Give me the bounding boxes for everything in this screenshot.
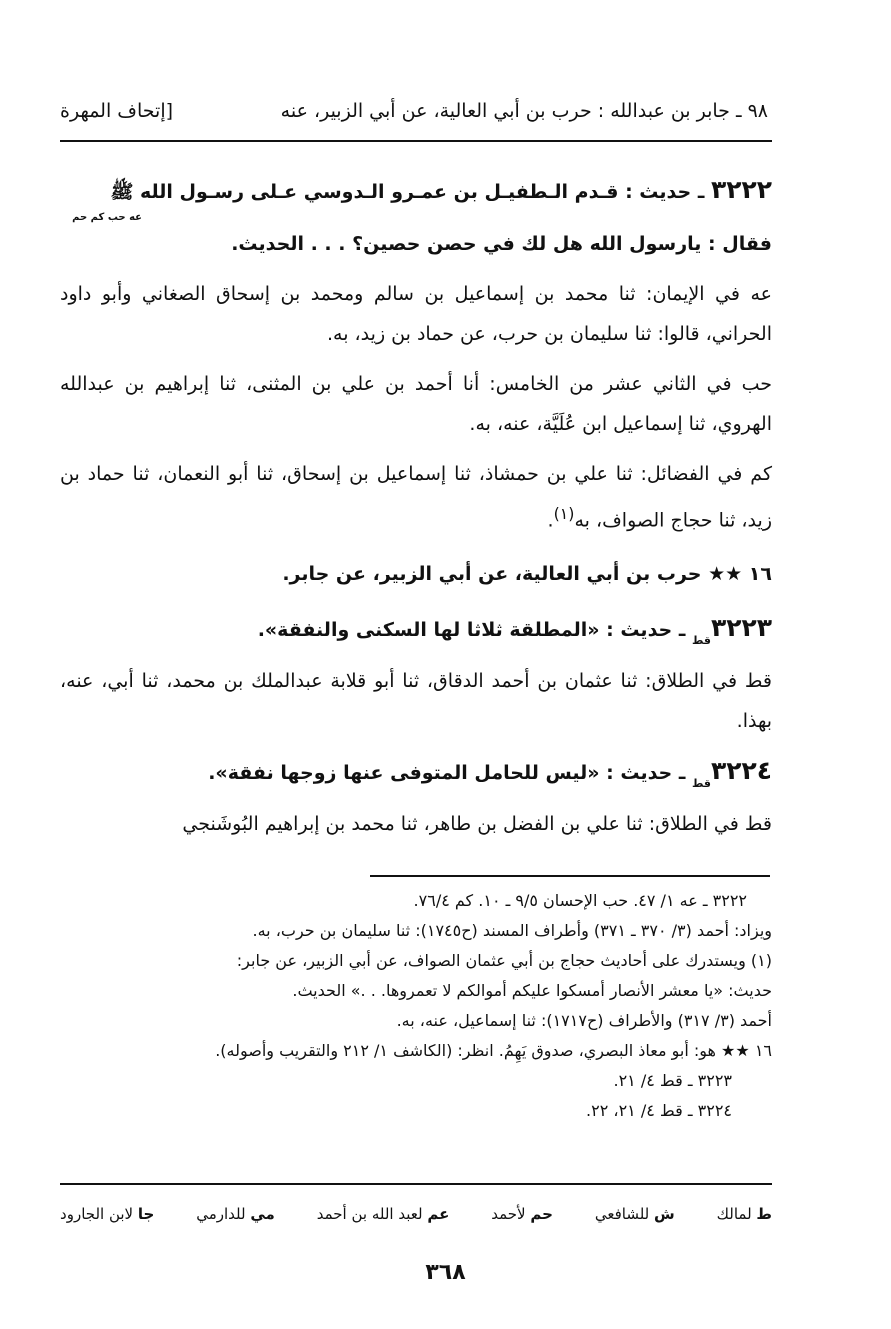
footnote-rule [370,875,770,877]
footnote-line: ١٦ ★★ هو: أبو معاذ البصري، صدوق يَهِمُ. انظر: (الكاشف ١/ ٢١٢ والتقريب وأصوله). [215,1041,772,1060]
source-fadail [60,454,772,540]
chain-text: حرب بن أبي العالية، عن أبي الزبير، عن جابر. [282,563,709,586]
footnote-line: ٣٢٢٣ ـ قط ٤/ ٢١. [613,1071,732,1090]
page-number: ٣٦٨ [425,1260,466,1285]
abbreviations-rule [60,1183,772,1185]
abbreviation: جا لابن الجارود [60,1205,155,1223]
footnote-line: (١) ويستدرك على أحاديث حجاج بن أبي عثمان الصواف، عن أبي الزبير، عن جابر: [236,951,772,970]
source-sigla: عه حب كم حم [72,212,142,223]
hadith-text: ـ حديث : قـدم الـطفيـل بن عمـرو الـدوسي عـلى رسـول الله ﷺ [110,181,711,203]
abbreviation: ش للشافعي [594,1205,675,1223]
source-talaq-2: قط في الطلاق: ثنا علي بن الفضل بن طاهر، ثنا محمد بن إبراهيم البُوشَنجي [182,813,772,836]
end-mark: . [547,509,554,532]
hadith-3223-heading [60,608,772,661]
chain-number: ١٦ ★★ [708,563,772,586]
abbreviation: ط لمالك [716,1205,772,1223]
source-ibn-hibban: حب في الثاني عشر من الخامس: أنا أحمد بن علي بن المثنى، ثنا إبراهيم بن عبدالله الهروي، ثنا إسماعيل ابن عُلَيَّة، عنه، به. [60,373,772,435]
hadith-3224-heading [60,751,772,804]
footnote-line: ويزاد: أحمد (٣/ ٣٧٠ ـ ٣٧١) وأطراف المسند (ح١٧٤٥): ثنا سليمان بن حرب، به. [252,921,772,940]
abbreviations-key [60,1199,772,1229]
source-talaq: قط في الطلاق: ثنا عثمان بن أحمد الدقاق، ثنا أبو قلابة عبدالملك بن محمد، ثنا أبي، عنه، بهذا. [60,670,772,733]
source-sigla: قط [691,777,711,791]
book-title: [إتحاف المهرة [60,100,174,122]
hadith-3222-heading [60,170,772,212]
abbreviation: مي للدارمي [196,1205,275,1223]
running-header [60,94,768,128]
footnotes [60,886,772,1126]
running-title: ٩٨ ـ جابر بن عبدالله : حرب بن أبي العالية، عن أبي الزبير، عنه [280,100,768,122]
source-sigla: قط [691,634,711,648]
abbreviation: حم لأحمد [491,1205,553,1223]
hadith-number: ٣٢٢٤ [710,756,772,786]
header-rule [60,140,772,142]
hadith-3222-text-line2: فقال : يارسول الله هل لك في حصن حصين؟ . . . الحديث. [231,233,772,255]
footnote-line: ٣٢٢٤ ـ قط ٤/ ٢١، ٢٢. [586,1101,732,1120]
hadith-number: ٣٢٢٢ [710,175,772,204]
source-iman: عه في الإيمان: ثنا محمد بن إسماعيل بن سالم ومحمد بن إسحاق الصغاني وأبو داود الحراني، قالوا: ثنا سليمان بن حرب، عن حماد بن زيد، به. [60,283,772,345]
main-text [60,170,772,844]
footnote-line: حديث: «يا معشر الأنصار أمسكوا عليكم أموالكم لا تعمروها. . .» الحديث. [292,981,772,1000]
hadith-number: ٣٢٢٣ [710,613,772,643]
footnote-ref: (١) [553,504,575,523]
chain-16-heading [60,554,772,594]
hadith-text: ـ حديث : «المطلقة ثلاثا لها السكنى والنفقة». [257,619,692,642]
hadith-text: ـ حديث : «ليس للحامل المتوفى عنها زوجها نفقة». [208,762,692,785]
footnote-line: أحمد (٣/ ٣١٧) والأطراف (ح١٧١٧): ثنا إسماعيل، عنه، به. [396,1011,772,1030]
source-text: كم في الفضائل: ثنا علي بن حمشاذ، ثنا إسماعيل بن إسحاق، ثنا أبو النعمان، ثنا حماد بن زيد، ثنا حجاج الصواف، به [60,463,772,532]
footnote-line: ٣٢٢٢ ـ عه ١/ ٤٧. حب الإحسان ٩/٥ ـ ١٠. كم ٧٦/٤. [413,891,747,910]
abbreviation: عم لعبد الله بن أحمد [316,1205,450,1223]
